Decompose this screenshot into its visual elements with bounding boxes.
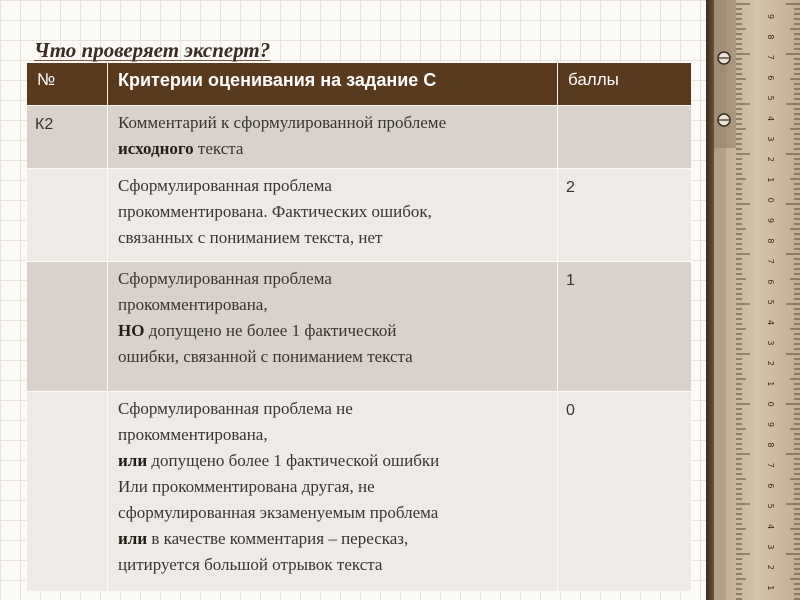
- criterion-text: Сформулированная проблема не: [118, 399, 353, 418]
- ruler-graphic: [706, 0, 800, 600]
- criterion-line: [118, 422, 547, 448]
- cell-number: [27, 392, 108, 592]
- criterion-text: текста: [193, 139, 244, 158]
- criterion-text: цитируется большой отрывок текста: [118, 555, 383, 574]
- header-criteria: Критерии оценивания на задание С: [108, 63, 558, 106]
- criterion-text: прокомментирована,: [118, 425, 268, 444]
- ruler-digit: 0: [766, 197, 775, 203]
- ruler-digit: 9: [766, 422, 775, 428]
- ruler-digit: 4: [766, 116, 775, 122]
- criterion-line: [118, 500, 547, 526]
- criteria-table: [26, 62, 692, 592]
- criterion-line: [118, 292, 547, 318]
- criterion-line: [118, 344, 547, 370]
- page-title: Что проверяет эксперт?: [34, 38, 271, 62]
- ruler-digit: 6: [766, 75, 775, 81]
- ruler-digit: 1: [766, 381, 775, 387]
- criterion-line: [118, 225, 547, 251]
- criterion-text: допущено более 1 фактической ошибки: [147, 451, 440, 470]
- criterion-line: [118, 552, 547, 578]
- ruler-digit: 8: [766, 34, 775, 40]
- table-row: [27, 262, 692, 392]
- ruler-digit: 7: [766, 462, 775, 468]
- ruler-digit: 1: [766, 177, 775, 183]
- table-row: [27, 169, 692, 262]
- ruler-decoration: [706, 0, 800, 600]
- criterion-text: прокомментирована,: [118, 295, 268, 314]
- ruler-digit: 3: [766, 340, 775, 346]
- criterion-emphasis: или: [118, 451, 148, 470]
- criterion-text: сформулированная экзаменуемым проблема: [118, 503, 439, 522]
- criterion-line: [118, 110, 547, 136]
- cell-criterion: [108, 262, 558, 392]
- criterion-line: [118, 136, 547, 162]
- ruler-edge: [706, 0, 714, 600]
- ruler-digit: 4: [766, 320, 775, 326]
- ruler-digit: 7: [766, 54, 775, 60]
- criterion-line: [118, 199, 547, 225]
- cell-points: 1: [558, 262, 692, 392]
- ruler-digit: 3: [766, 136, 775, 142]
- ruler-digit: 6: [766, 279, 775, 285]
- criterion-line: [118, 526, 547, 552]
- table-row: [27, 106, 692, 169]
- criterion-text: Сформулированная проблема: [118, 269, 332, 288]
- cell-points: [558, 106, 692, 169]
- ruler-digit: 1: [766, 585, 775, 591]
- criterion-line: [118, 448, 547, 474]
- ruler-digit: 7: [766, 258, 775, 264]
- criterion-emphasis: исходного: [118, 139, 194, 158]
- criterion-text: связанных с пониманием текста, нет: [118, 228, 383, 247]
- header-points: баллы: [558, 63, 692, 106]
- cell-number: [27, 262, 108, 392]
- ruler-digit: 8: [766, 442, 775, 448]
- cell-criterion: [108, 106, 558, 169]
- criterion-line: [118, 173, 547, 199]
- criterion-text: в качестве комментария – пересказ,: [147, 529, 409, 548]
- criterion-text: ошибки, связанной с пониманием текста: [118, 347, 413, 366]
- cell-number: [27, 169, 108, 262]
- criterion-line: [118, 318, 547, 344]
- ruler-digit: 4: [766, 524, 775, 530]
- criterion-text: допущено не более 1 фактической: [144, 321, 397, 340]
- criterion-line: [118, 266, 547, 292]
- ruler-digit: 3: [766, 544, 775, 550]
- ruler-digit: 0: [766, 401, 775, 407]
- ruler-digit: 5: [766, 503, 775, 509]
- ruler-digit: 5: [766, 299, 775, 305]
- header-number: №: [27, 63, 108, 106]
- criterion-text: Сформулированная проблема: [118, 176, 332, 195]
- ruler-digit: 9: [766, 218, 775, 224]
- ruler-digit: 2: [766, 156, 775, 162]
- criterion-emphasis: или: [118, 529, 148, 548]
- cell-criterion: [108, 169, 558, 262]
- table-header-row: [27, 63, 692, 106]
- criterion-text: Комментарий к сформулированной проблеме: [118, 113, 447, 132]
- cell-criterion: [108, 392, 558, 592]
- criterion-emphasis: НО: [118, 321, 145, 340]
- ruler-digit: 6: [766, 483, 775, 489]
- ruler-digit: 2: [766, 360, 775, 366]
- cell-points: 2: [558, 169, 692, 262]
- cell-number: К2: [27, 106, 108, 169]
- table-row: [27, 392, 692, 592]
- ruler-digit: 8: [766, 238, 775, 244]
- criterion-line: [118, 474, 547, 500]
- criterion-line: [118, 396, 547, 422]
- ruler-digit: 9: [766, 14, 775, 20]
- ruler-digit: 2: [766, 564, 775, 570]
- cell-points: 0: [558, 392, 692, 592]
- ruler-digit: 5: [766, 95, 775, 101]
- criterion-text: Или прокомментирована другая, не: [118, 477, 375, 496]
- criterion-text: прокомментирована. Фактических ошибок,: [118, 202, 432, 221]
